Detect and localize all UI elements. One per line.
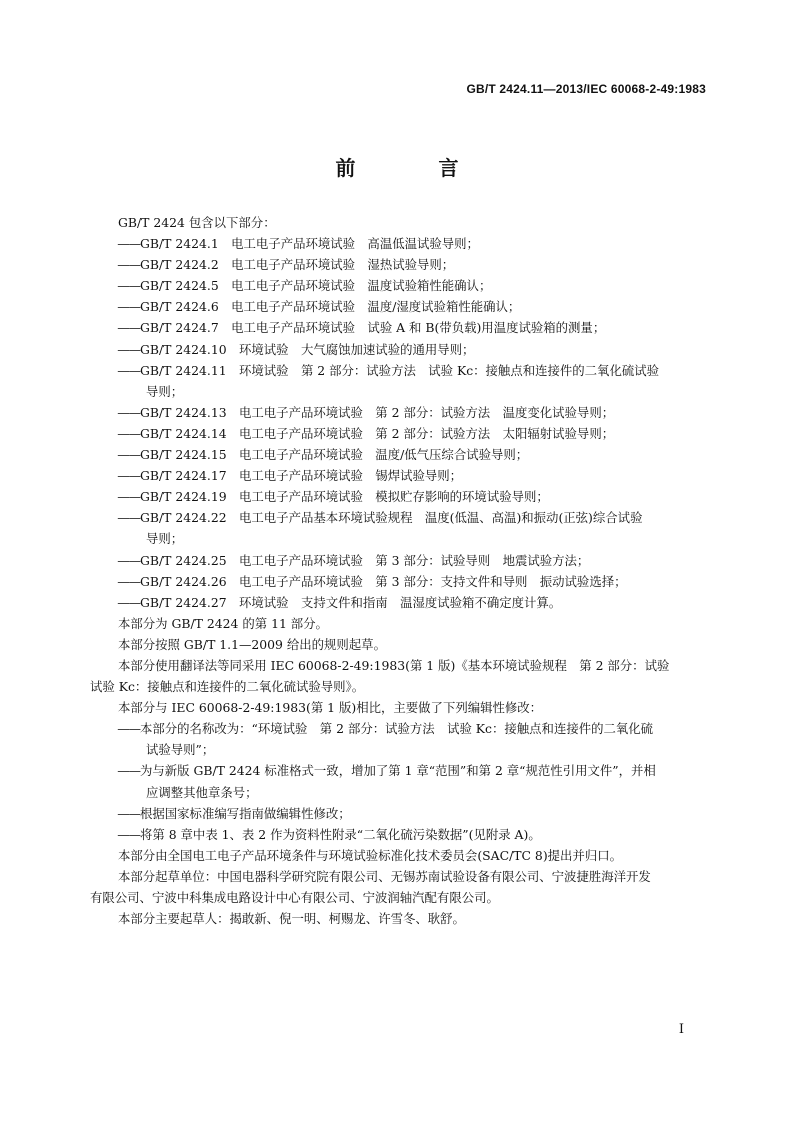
list-item bbox=[90, 339, 706, 360]
dash-mark: —— bbox=[117, 404, 140, 420]
list-item-text: GB/T 2424.13 电工电子产品环境试验 第 2 部分：试验方法 温度变化试验导则； bbox=[140, 404, 615, 420]
dash-mark: —— bbox=[117, 594, 140, 610]
list-item-text: GB/T 2424.7 电工电子产品环境试验 试验 A 和 B(带负载)用温度试验箱的测量； bbox=[140, 320, 606, 336]
bullet-item bbox=[90, 803, 706, 824]
list-item bbox=[90, 360, 706, 381]
bullet-continuation: 试验导则”； bbox=[146, 742, 215, 758]
paragraph-adoption: 本部分使用翻译法等同采用 IEC 60068-2-49:1983(第 1 版)《基本环境试验规程 第 2 部分：试验 bbox=[118, 657, 670, 673]
list-item bbox=[90, 444, 706, 465]
list-item bbox=[90, 550, 706, 571]
bullet-continuation: 应调整其他章条号； bbox=[146, 784, 258, 800]
list-item-text: GB/T 2424.17 电工电子产品环境试验 锡焊试验导则； bbox=[140, 468, 463, 484]
dash-mark: —— bbox=[117, 468, 140, 484]
dash-mark: —— bbox=[117, 721, 140, 737]
dash-mark: —— bbox=[117, 489, 140, 505]
list-item bbox=[90, 233, 706, 254]
list-item-text: GB/T 2424.22 电工电子产品基本环境试验规程 温度(低温、高温)和振动(正弦)综合试验 bbox=[140, 510, 643, 526]
dash-mark: —— bbox=[117, 763, 140, 779]
dash-mark: —— bbox=[117, 425, 140, 441]
dash-mark: —— bbox=[117, 552, 140, 568]
dash-mark: —— bbox=[117, 510, 140, 526]
document-body bbox=[90, 212, 706, 929]
dash-mark: —— bbox=[117, 299, 140, 315]
list-item-text: GB/T 2424.5 电工电子产品环境试验 温度试验箱性能确认； bbox=[140, 278, 492, 294]
paragraph-drafting-rules: 本部分按照 GB/T 1.1—2009 给出的规则起草。 bbox=[118, 636, 386, 652]
list-item-text: GB/T 2424.25 电工电子产品环境试验 第 3 部分：试验导则 地震试验方法； bbox=[140, 552, 590, 568]
list-item-text: GB/T 2424.26 电工电子产品环境试验 第 3 部分：支持文件和导则 振动试验选择； bbox=[140, 573, 627, 589]
dash-mark: —— bbox=[117, 362, 140, 378]
list-item bbox=[90, 486, 706, 507]
paragraph-drafting-units: 本部分起草单位：中国电器科学研究院有限公司、无锡苏南试验设备有限公司、宁波捷胜海洋开发 bbox=[118, 868, 651, 884]
dash-mark: —— bbox=[117, 447, 140, 463]
bullet-text: 将第 8 章中表 1、表 2 作为资料性附录“二氧化硫污染数据”(见附录 A)。 bbox=[140, 826, 541, 842]
list-item-text: GB/T 2424.10 环境试验 大气腐蚀加速试验的通用导则； bbox=[140, 341, 475, 357]
dash-mark: —— bbox=[117, 341, 140, 357]
list-item-text: GB/T 2424.2 电工电子产品环境试验 湿热试验导则； bbox=[140, 257, 455, 273]
page-title: 前 言 bbox=[335, 156, 497, 180]
dash-mark: —— bbox=[117, 320, 140, 336]
list-item-text: GB/T 2424.11 环境试验 第 2 部分：试验方法 试验 Kc：接触点和连接件的二氧化硫试验 bbox=[140, 362, 660, 378]
list-item-text: GB/T 2424.14 电工电子产品环境试验 第 2 部分：试验方法 太阳辐射试验导则； bbox=[140, 425, 615, 441]
paragraph-proposer: 本部分由全国电工电子产品环境条件与环境试验标准化技术委员会(SAC/TC 8)提出并归口。 bbox=[118, 847, 622, 863]
list-item bbox=[90, 465, 706, 486]
dash-mark: —— bbox=[117, 278, 140, 294]
list-item bbox=[90, 317, 706, 338]
list-item bbox=[90, 402, 706, 423]
dash-mark: —— bbox=[117, 826, 140, 842]
paragraph-drafters: 本部分主要起草人：揭敢新、倪一明、柯赐龙、许雪冬、耿舒。 bbox=[118, 911, 465, 927]
list-item bbox=[90, 507, 706, 528]
bullet-text: 本部分的名称改为：“环境试验 第 2 部分：试验方法 试验 Kc：接触点和连接件的二氧化硫 bbox=[140, 721, 654, 737]
list-item-text: GB/T 2424.6 电工电子产品环境试验 温度/湿度试验箱性能确认； bbox=[140, 299, 521, 315]
list-item bbox=[90, 592, 706, 613]
list-item bbox=[90, 275, 706, 296]
bullet-item bbox=[90, 760, 706, 781]
list-item bbox=[90, 296, 706, 317]
page-number: I bbox=[678, 1022, 684, 1037]
document-header-code: GB/T 2424.11—2013/IEC 60068-2-49:1983 bbox=[466, 82, 706, 96]
paragraph-part-number: 本部分为 GB/T 2424 的第 11 部分。 bbox=[118, 615, 328, 631]
list-item-text: GB/T 2424.27 环境试验 支持文件和指南 温湿度试验箱不确定度计算。 bbox=[140, 594, 562, 610]
paragraph-modifications: 本部分与 IEC 60068-2-49:1983(第 1 版)相比，主要做了下列编辑性修改： bbox=[118, 700, 543, 716]
bullet-item bbox=[90, 824, 706, 845]
dash-mark: —— bbox=[117, 236, 140, 252]
list-item bbox=[90, 571, 706, 592]
bullet-text: 根据国家标准编写指南做编辑性修改； bbox=[140, 805, 351, 821]
dash-mark: —— bbox=[117, 573, 140, 589]
list-item bbox=[90, 254, 706, 275]
paragraph-drafting-units-cont: 有限公司、宁波中科集成电路设计中心有限公司、宁波润轴汽配有限公司。 bbox=[90, 890, 499, 905]
bullet-text: 为与新版 GB/T 2424 标准格式一致，增加了第 1 章“范围”和第 2 章“规范性引用文件”，并相 bbox=[140, 763, 656, 779]
dash-mark: —— bbox=[117, 257, 140, 273]
list-item-continuation: 导则； bbox=[146, 383, 184, 399]
dash-mark: —— bbox=[117, 805, 140, 821]
bullet-item bbox=[90, 718, 706, 739]
list-item-text: GB/T 2424.1 电工电子产品环境试验 高温低温试验导则； bbox=[140, 236, 479, 252]
paragraph-adoption-cont: 试验 Kc：接触点和连接件的二氧化硫试验导则》。 bbox=[90, 679, 365, 695]
list-item-continuation: 导则； bbox=[146, 531, 184, 547]
list-item bbox=[90, 423, 706, 444]
list-item-text: GB/T 2424.19 电工电子产品环境试验 模拟贮存影响的环境试验导则； bbox=[140, 489, 549, 505]
list-item-text: GB/T 2424.15 电工电子产品环境试验 温度/低气压综合试验导则； bbox=[140, 447, 529, 463]
intro-line: GB/T 2424 包含以下部分： bbox=[118, 215, 276, 230]
